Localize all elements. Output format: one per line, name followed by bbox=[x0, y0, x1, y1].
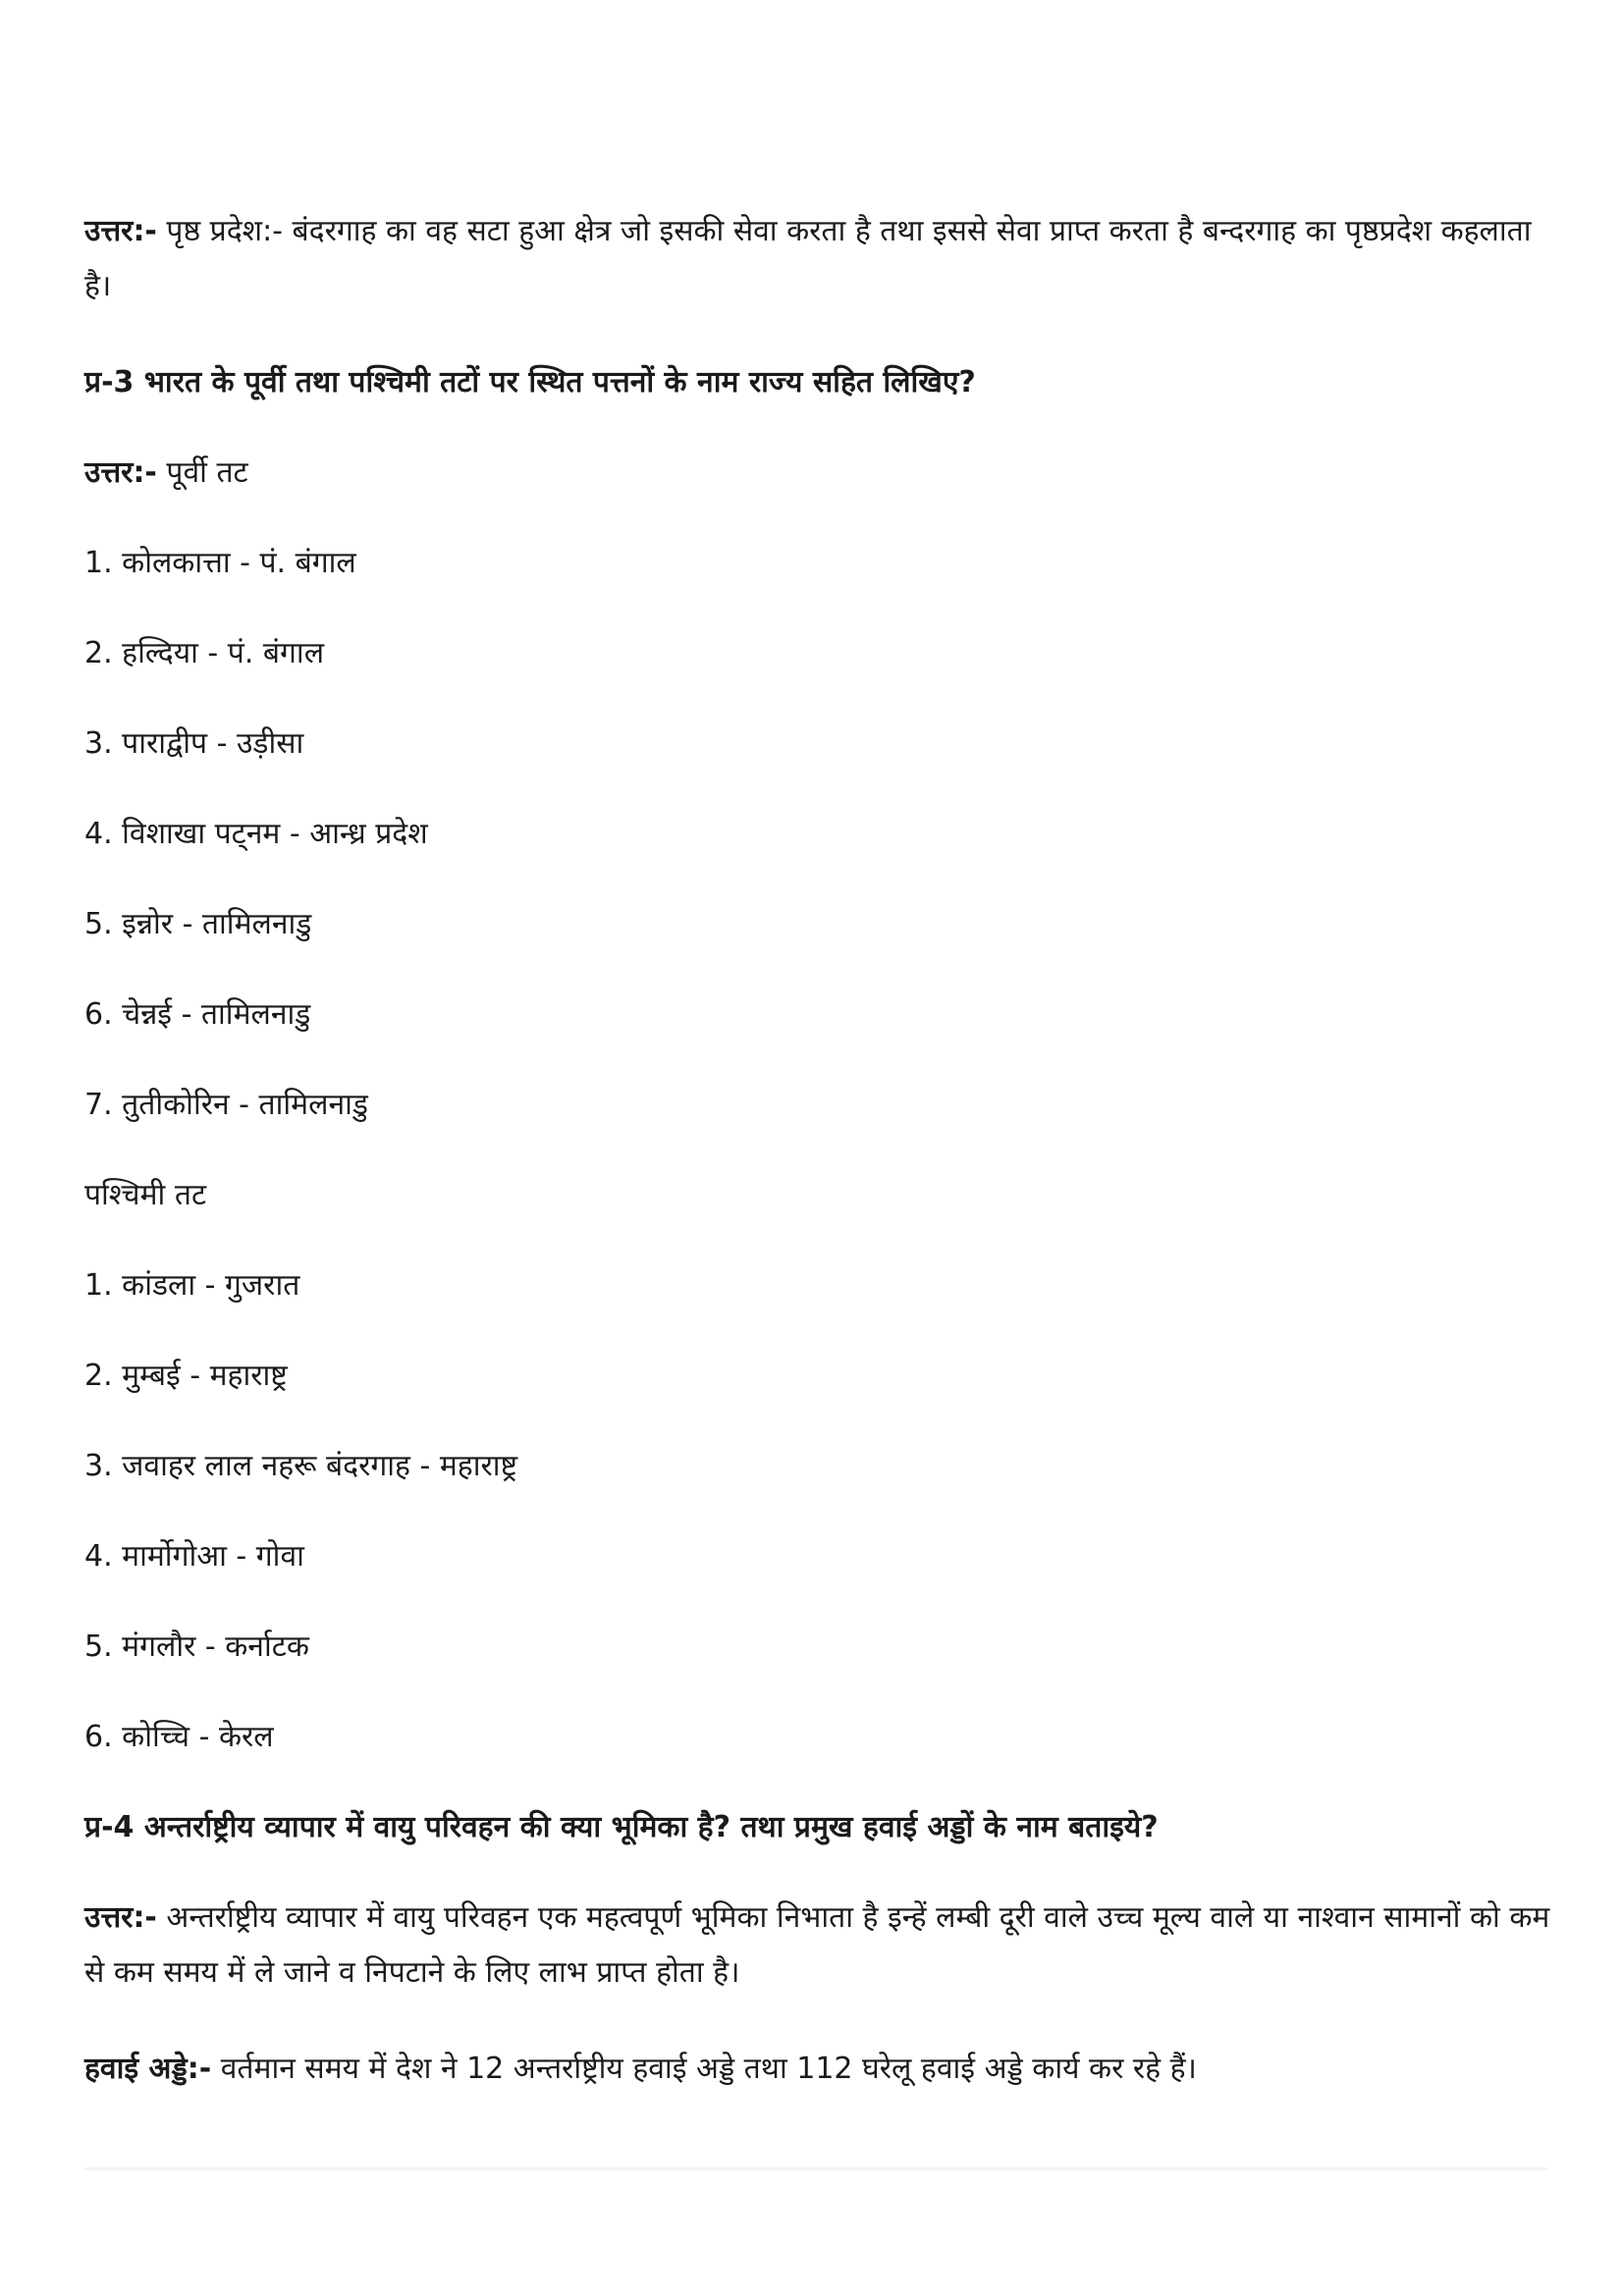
airports-text: वर्तमान समय में देश ने 12 अन्तर्राष्ट्रीय हवाई अड्डे तथा 112 घरेलू हवाई अड्डे कार्य कर रहे हैं। bbox=[211, 2052, 1197, 2086]
list-item-east-port-7: 7. तुतीकोरिन - तामिलनाडु bbox=[84, 1088, 368, 1122]
answer-text: पृष्ठ प्रदेश:- बंदरगाह का वह सटा हुआ क्षेत्र जो इसकी सेवा करता है तथा इससे सेवा प्राप्त करता है बन्दरगाह का पृष्ठप्रदेश कहलाता है। bbox=[84, 214, 1532, 303]
answer-label: उत्तर:- bbox=[84, 1900, 157, 1935]
list-item-east-port-4: 4. विशाखा पट्नम - आन्ध्र प्रदेश bbox=[84, 817, 428, 851]
list-item-east-port-1: 1. कोलकात्ता - पं. बंगाल bbox=[84, 546, 356, 580]
answer-label: उत्तर:- bbox=[84, 214, 157, 248]
airports-label: हवाई अड्डे:- bbox=[84, 2052, 212, 2086]
list-item-east-port-2: 2. हल्दिया - पं. बंगाल bbox=[84, 636, 325, 670]
list-item-east-port-6: 6. चेन्नई - तामिलनाडु bbox=[84, 997, 311, 1032]
question-4-heading: प्र-4 अन्तर्राष्ट्रीय व्यापार में वायु परिवहन की क्या भूमिका है? तथा प्रमुख हवाई अड्डों के नाम बताइये? bbox=[84, 1810, 1159, 1844]
footer-divider bbox=[84, 2167, 1547, 2170]
airports-paragraph bbox=[84, 2042, 1557, 2097]
answer-label: उत्तर:- bbox=[84, 455, 157, 490]
answer-3-paragraph bbox=[84, 446, 1557, 501]
west-coast-heading: पश्चिमी तट bbox=[84, 1178, 207, 1212]
list-item-west-port-5: 5. मंगलौर - कर्नाटक bbox=[84, 1629, 309, 1664]
answer-text: अन्तर्राष्ट्रीय व्यापार में वायु परिवहन एक महत्वपूर्ण भूमिका निभाता है इन्हें लम्बी दूरी वाले उच्च मूल्य वाले या नाश्वान सामानों को कम से कम समय में ले जाने व निपटाने के लिए लाभ प्राप्त होता है। bbox=[84, 1900, 1550, 1990]
answer-2-paragraph bbox=[84, 204, 1557, 314]
list-item-west-port-1: 1. कांडला - गुजरात bbox=[84, 1268, 300, 1303]
list-item-west-port-3: 3. जवाहर लाल नहरू बंदरगाह - महाराष्ट्र bbox=[84, 1449, 518, 1483]
document-page bbox=[84, 0, 1557, 2296]
list-item-east-port-3: 3. पाराद्वीप - उड़ीसा bbox=[84, 726, 304, 761]
list-item-east-port-5: 5. इन्नोर - तामिलनाडु bbox=[84, 907, 312, 941]
list-item-west-port-6: 6. कोच्चि - केरल bbox=[84, 1720, 274, 1754]
answer-text: पूर्वी तट bbox=[156, 455, 248, 490]
question-3-heading: प्र-3 भारत के पूर्वी तथा पश्चिमी तटों पर स्थित पत्तनों के नाम राज्य सहित लिखिए? bbox=[84, 365, 976, 400]
list-item-west-port-4: 4. मार्मोगोआ - गोवा bbox=[84, 1539, 304, 1574]
list-item-west-port-2: 2. मुम्बई - महाराष्ट्र bbox=[84, 1359, 288, 1393]
answer-4-paragraph bbox=[84, 1891, 1557, 2001]
